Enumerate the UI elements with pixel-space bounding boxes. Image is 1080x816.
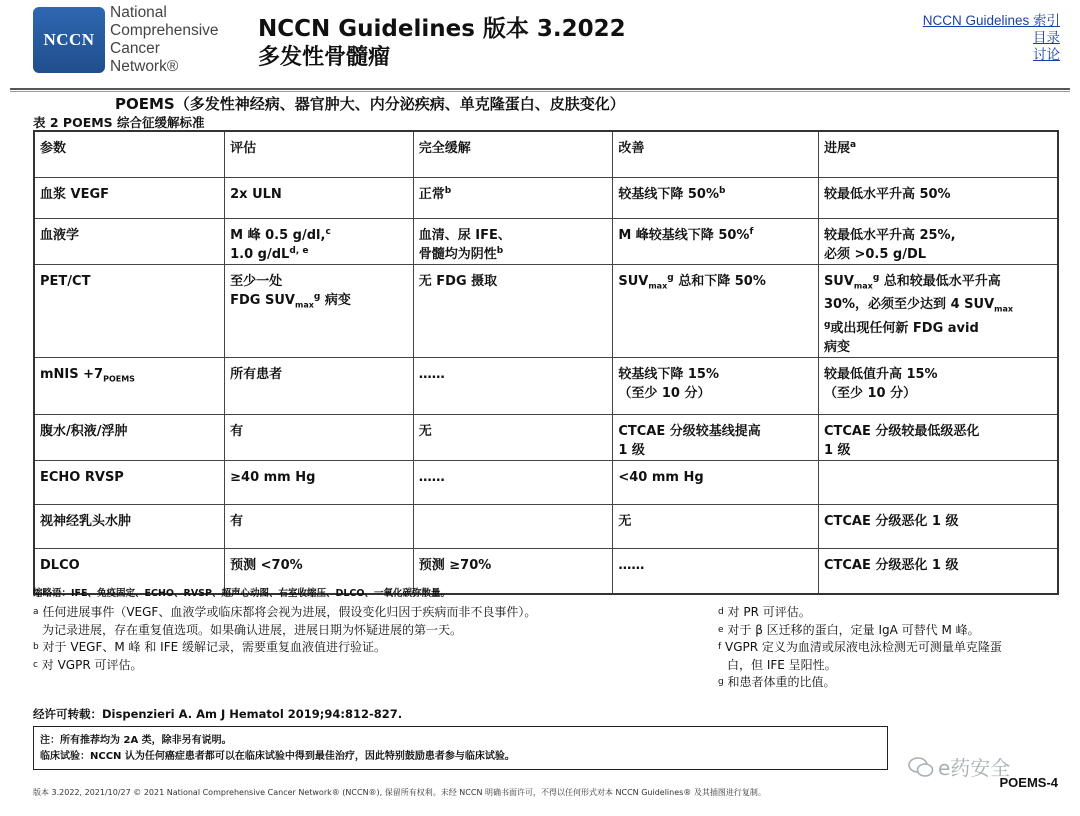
table-cell: CTCAE 分级较基线提高 1 级: [613, 414, 819, 460]
table-cell: $SUV_{max}^g$ 总和较最低水平升高 30%，必须至少达到 4 $SUV_{max}$ $^g$或出现任何新 FDG avid 病变: [818, 264, 1058, 357]
footnote: $^a$ 任何进展事件（VEGF、血液学或临床都将会视为进展，假设变化归因于疾病而非不良事件）。 为记录进展，存在重复值选项。如果确认进展，进展日期为怀疑进展的第一天。: [33, 605, 537, 637]
header-divider: [10, 88, 1070, 90]
table-cell: 血浆 VEGF: [34, 177, 225, 218]
footnote: $^b$ 对于 VEGF、M 峰 和 IFE 缓解记录，需要重复血液值进行验证。: [33, 640, 386, 654]
org-line: National: [110, 4, 167, 21]
page-subtitle: 多发性骨髓瘤: [258, 45, 391, 70]
table-cell: mNIS $+7_{POEMS}$: [34, 357, 225, 414]
table-cell: 预测 <70%: [225, 548, 414, 594]
abbreviations: 缩略语：IFE、免疫固定、ECHO、RVSP、超声心动图、右室收缩压、DLCO、一氧化碳弥散量。: [33, 588, 450, 599]
logo-text: NCCN: [43, 30, 95, 49]
table-cell: PET/CT: [34, 264, 225, 357]
header-cell: 进展$^a$: [818, 131, 1058, 177]
table-cell: 腹水/积液/浮肿: [34, 414, 225, 460]
table-cell: [818, 460, 1058, 504]
source-citation: 经许可转载：Dispenzieri A. Am J Hematol 2019;94:812-827.: [33, 707, 403, 721]
org-line: Cancer: [110, 40, 160, 57]
org-line: Comprehensive: [110, 22, 219, 39]
link-discussion[interactable]: 讨论: [1033, 47, 1060, 62]
table-row: [34, 264, 1058, 357]
link-guidelines-index[interactable]: NCCN Guidelines 索引: [922, 13, 1060, 28]
link-toc[interactable]: 目录: [1033, 30, 1060, 45]
footnote: $^g$ 和患者体重的比值。: [718, 675, 836, 689]
table-cell: M 峰 0.5 g/dl,$^c$ 1.0 g/dL$^{d, e}$: [225, 218, 414, 264]
table-cell: 无: [613, 504, 819, 548]
table-cell: ……: [413, 460, 613, 504]
header-divider-thin: [10, 91, 1070, 92]
table-cell: 2x ULN: [225, 177, 414, 218]
table-cell: 较基线下降 50%$^b$: [613, 177, 819, 218]
table-cell: 所有患者: [225, 357, 414, 414]
table-row: [34, 357, 1058, 414]
header-cell: 完全缓解: [413, 131, 613, 177]
table-cell: 有: [225, 414, 414, 460]
footnote: $^d$ 对 PR 可评估。: [718, 605, 811, 619]
footnote: $^c$ 对 VGPR 可评估。: [33, 657, 143, 672]
table-cell: ……: [413, 357, 613, 414]
table-cell: 较最低值升高 15% （至少 10 分）: [818, 357, 1058, 414]
table-cell: M 峰较基线下降 50%$^f$: [613, 218, 819, 264]
table-cell: <40 mm Hg: [613, 460, 819, 504]
table-cell: CTCAE 分级较最低级恶化 1 级: [818, 414, 1058, 460]
response-criteria-table: [33, 130, 1059, 595]
table-title: 表 2 POEMS 综合征缓解标准: [33, 115, 205, 130]
table-row: [34, 414, 1058, 460]
page-title: NCCN Guidelines 版本 3.2022: [258, 16, 626, 42]
copyright-footer: 版本 3.2022, 2021/10/27 © 2021 National Comprehensive Cancer Network® (NCCN®), 保留所有权利。未经 NCCN 明确书面许可，不得以任何形式对本 NCCN Guidelines® 及其插图进行复制。: [33, 788, 766, 797]
header-cell: 参数: [34, 131, 225, 177]
page-number: POEMS-4: [999, 775, 1058, 790]
note-line: 注：所有推荐均为 2A 类，除非另有说明。: [40, 735, 232, 746]
header-cell: 改善: [613, 131, 819, 177]
footnotes-right: [718, 604, 1063, 692]
table-row: [34, 218, 1058, 264]
table-cell: 较最低水平升高 50%: [818, 177, 1058, 218]
note-box: [33, 726, 888, 770]
table-header-row: [34, 131, 1058, 177]
table-cell: 有: [225, 504, 414, 548]
table-cell: 至少一处 FDG $SUV_{max}^g$ 病变: [225, 264, 414, 357]
table-cell: CTCAE 分级恶化 1 级: [818, 548, 1058, 594]
table-cell: 无: [413, 414, 613, 460]
table-cell: 较最低水平升高 25%, 必须 >0.5 g/DL: [818, 218, 1058, 264]
table-cell: 正常$^b$: [413, 177, 613, 218]
table-cell: 较基线下降 15% （至少 10 分）: [613, 357, 819, 414]
wechat-icon: [908, 756, 934, 778]
table-cell: ≥40 mm Hg: [225, 460, 414, 504]
nccn-logo: [33, 7, 105, 73]
note-line: 临床试验：NCCN 认为任何癌症患者都可以在临床试验中得到最佳治疗，因此特别鼓励患者参与临床试验。: [40, 751, 515, 762]
table-cell: 无 FDG 摄取: [413, 264, 613, 357]
table-row: [34, 177, 1058, 218]
table-cell: $SUV_{max}^g$ 总和下降 50%: [613, 264, 819, 357]
org-line: Network®: [110, 58, 179, 75]
header-cell: 评估: [225, 131, 414, 177]
watermark: [908, 752, 1010, 781]
table-cell: ECHO RVSP: [34, 460, 225, 504]
table-cell: 血清、尿 IFE、 骨髓均为阴性$^b$: [413, 218, 613, 264]
table-row: [34, 460, 1058, 504]
footnote: $^e$ 对于 β 区迁移的蛋白，定量 IgA 可替代 M 峰。: [718, 622, 980, 637]
table-cell: 血液学: [34, 218, 225, 264]
table-cell: DLCO: [34, 548, 225, 594]
table-row: [34, 504, 1058, 548]
table-cell: ……: [613, 548, 819, 594]
watermark-text: e药安全: [938, 756, 1011, 780]
footnotes-left: [33, 604, 633, 674]
org-name: [110, 4, 250, 76]
top-nav-links: [923, 12, 1060, 63]
table-cell: 预测 ≥70%: [413, 548, 613, 594]
table-cell: CTCAE 分级恶化 1 级: [818, 504, 1058, 548]
table-cell: 视神经乳头水肿: [34, 504, 225, 548]
footnote: $^f$ VGPR 定义为血清或尿液电泳检测无可测量单克隆蛋 白，但 IFE 呈阳性。: [718, 640, 1002, 672]
section-heading: POEMS（多发性神经病、器官肿大、内分泌疾病、单克隆蛋白、皮肤变化）: [115, 95, 625, 113]
table-cell: [413, 504, 613, 548]
